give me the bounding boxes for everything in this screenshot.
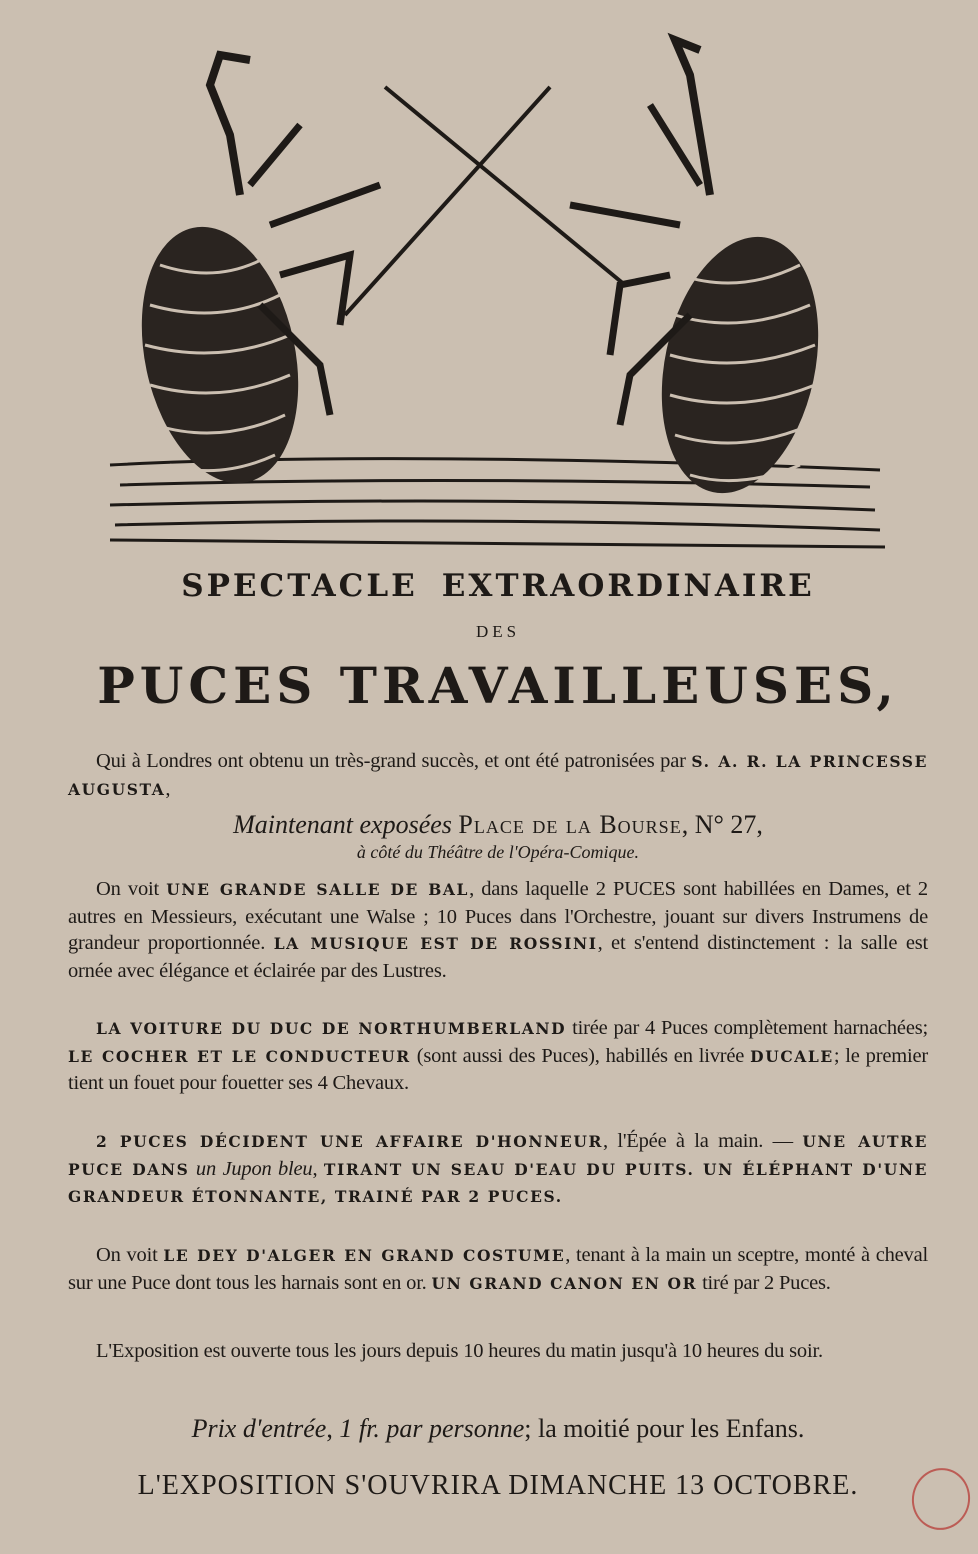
address-subline bbox=[68, 842, 928, 863]
paragraph-dey bbox=[68, 1242, 928, 1297]
p3-segment: LE COCHER ET LE CONDUCTEUR bbox=[68, 1046, 411, 1066]
paragraph-ballroom bbox=[68, 876, 928, 984]
p1-segment: S. A. R. LA PRINCESSE AUGUSTA bbox=[68, 752, 928, 799]
p1-segment: , bbox=[165, 777, 171, 800]
p4-segment: TIRANT UN SEAU D'EAU DU PUITS. UN ÉLÉPHANT D'UNE GRANDEUR ÉTONNANTE, TRAINÉ PAR 2 PUCES. bbox=[68, 1159, 928, 1206]
prix-segment: , bbox=[326, 1414, 340, 1443]
paragraph-intro bbox=[68, 748, 928, 803]
p2-segment: LA MUSIQUE EST DE ROSSINI bbox=[273, 934, 598, 953]
opening-announcement: L'EXPOSITION S'OUVRIRA DIMANCHE 13 OCTOBRE. bbox=[137, 1470, 859, 1501]
p4-segment: 2 PUCES DÉCIDENT UNE AFFAIRE D'HONNEUR bbox=[96, 1132, 603, 1151]
p3-segment: ; le premier tient un fouet pour fouetter ses 4 Chevaux. bbox=[68, 1044, 928, 1094]
title-word: EXTRAORDINAIRE bbox=[441, 568, 815, 604]
p5-segment: , tenant à la main un sceptre, monté à cheval sur une Puce dont tous les harnais sont en or. bbox=[68, 1244, 928, 1294]
p2-segment: , et s'entend distinctement : la salle est ornée avec élégance et éclairée par des Lustres. bbox=[68, 932, 928, 982]
addr-segment: , N° 27, bbox=[681, 810, 763, 839]
paragraph-duel bbox=[68, 1128, 928, 1211]
main-title: PUCES TRAVAILLEUSES, bbox=[97, 656, 899, 715]
p4-segment: , l'Épée à la main. — bbox=[602, 1130, 803, 1152]
p2-segment: , dans laquelle 2 PUCES sont habillées en Dames, et 2 autres en Messieurs, exécutant une Walse ; 10 Puces dans l'Orchestre, jouant sur divers Instrumens de grandeur proportionnée. bbox=[68, 878, 928, 954]
p3-segment: LA VOITURE DU DUC DE NORTHUMBERLAND bbox=[96, 1019, 567, 1038]
entry-price bbox=[68, 1414, 928, 1444]
left-flea bbox=[120, 55, 380, 498]
prix-segment: 1 fr. par personne bbox=[339, 1414, 525, 1443]
addr-segment: Maintenant exposées bbox=[233, 810, 459, 839]
p4-segment: UNE AUTRE PUCE DANS bbox=[68, 1132, 928, 1179]
p6-segment: L'Exposition est ouverte tous les jours depuis 10 heures du matin jusqu'à 10 heures du soir. bbox=[96, 1340, 823, 1362]
address-line bbox=[68, 810, 928, 840]
title-word: SPECTACLE bbox=[181, 568, 418, 604]
p2-segment: UNE GRANDE SALLE DE BAL bbox=[166, 880, 470, 899]
p1-segment: Qui à Londres ont obtenu un très-grand succès, et ont été patronisées par bbox=[96, 750, 692, 772]
paragraph-carriage bbox=[68, 1015, 928, 1097]
prix-segment: Prix d'entrée bbox=[191, 1414, 327, 1443]
crossed-swords bbox=[345, 87, 625, 315]
p5-segment: tiré par 2 Puces. bbox=[697, 1271, 831, 1294]
prix-segment: ; la moitié pour les Enfans. bbox=[524, 1414, 805, 1443]
p5-segment: LE DEY D'ALGER EN GRAND COSTUME bbox=[163, 1246, 566, 1265]
p5-segment: UN GRAND CANON EN OR bbox=[431, 1273, 698, 1293]
title-des: DES bbox=[475, 622, 521, 641]
woodcut-fencing-fleas-illustration bbox=[100, 25, 890, 555]
paragraph-hours bbox=[68, 1338, 928, 1365]
addr2-segment: à côté du Théâtre de l'Opéra-Comique. bbox=[356, 842, 640, 862]
p2-segment: On voit bbox=[96, 878, 167, 900]
p5-segment: On voit bbox=[96, 1244, 164, 1266]
title-spectacle-extraordinaire bbox=[68, 568, 928, 604]
addr-segment: Place de la Bourse bbox=[458, 810, 682, 839]
p4-segment: un Jupon bleu bbox=[189, 1157, 313, 1180]
p3-segment: (sont aussi des Puces), habillés en livrée bbox=[410, 1044, 751, 1067]
p4-segment: , bbox=[312, 1157, 324, 1180]
p3-segment: DUCALE bbox=[750, 1046, 834, 1066]
p3-segment: tirée par 4 Puces complètement harnachées; bbox=[566, 1017, 928, 1039]
